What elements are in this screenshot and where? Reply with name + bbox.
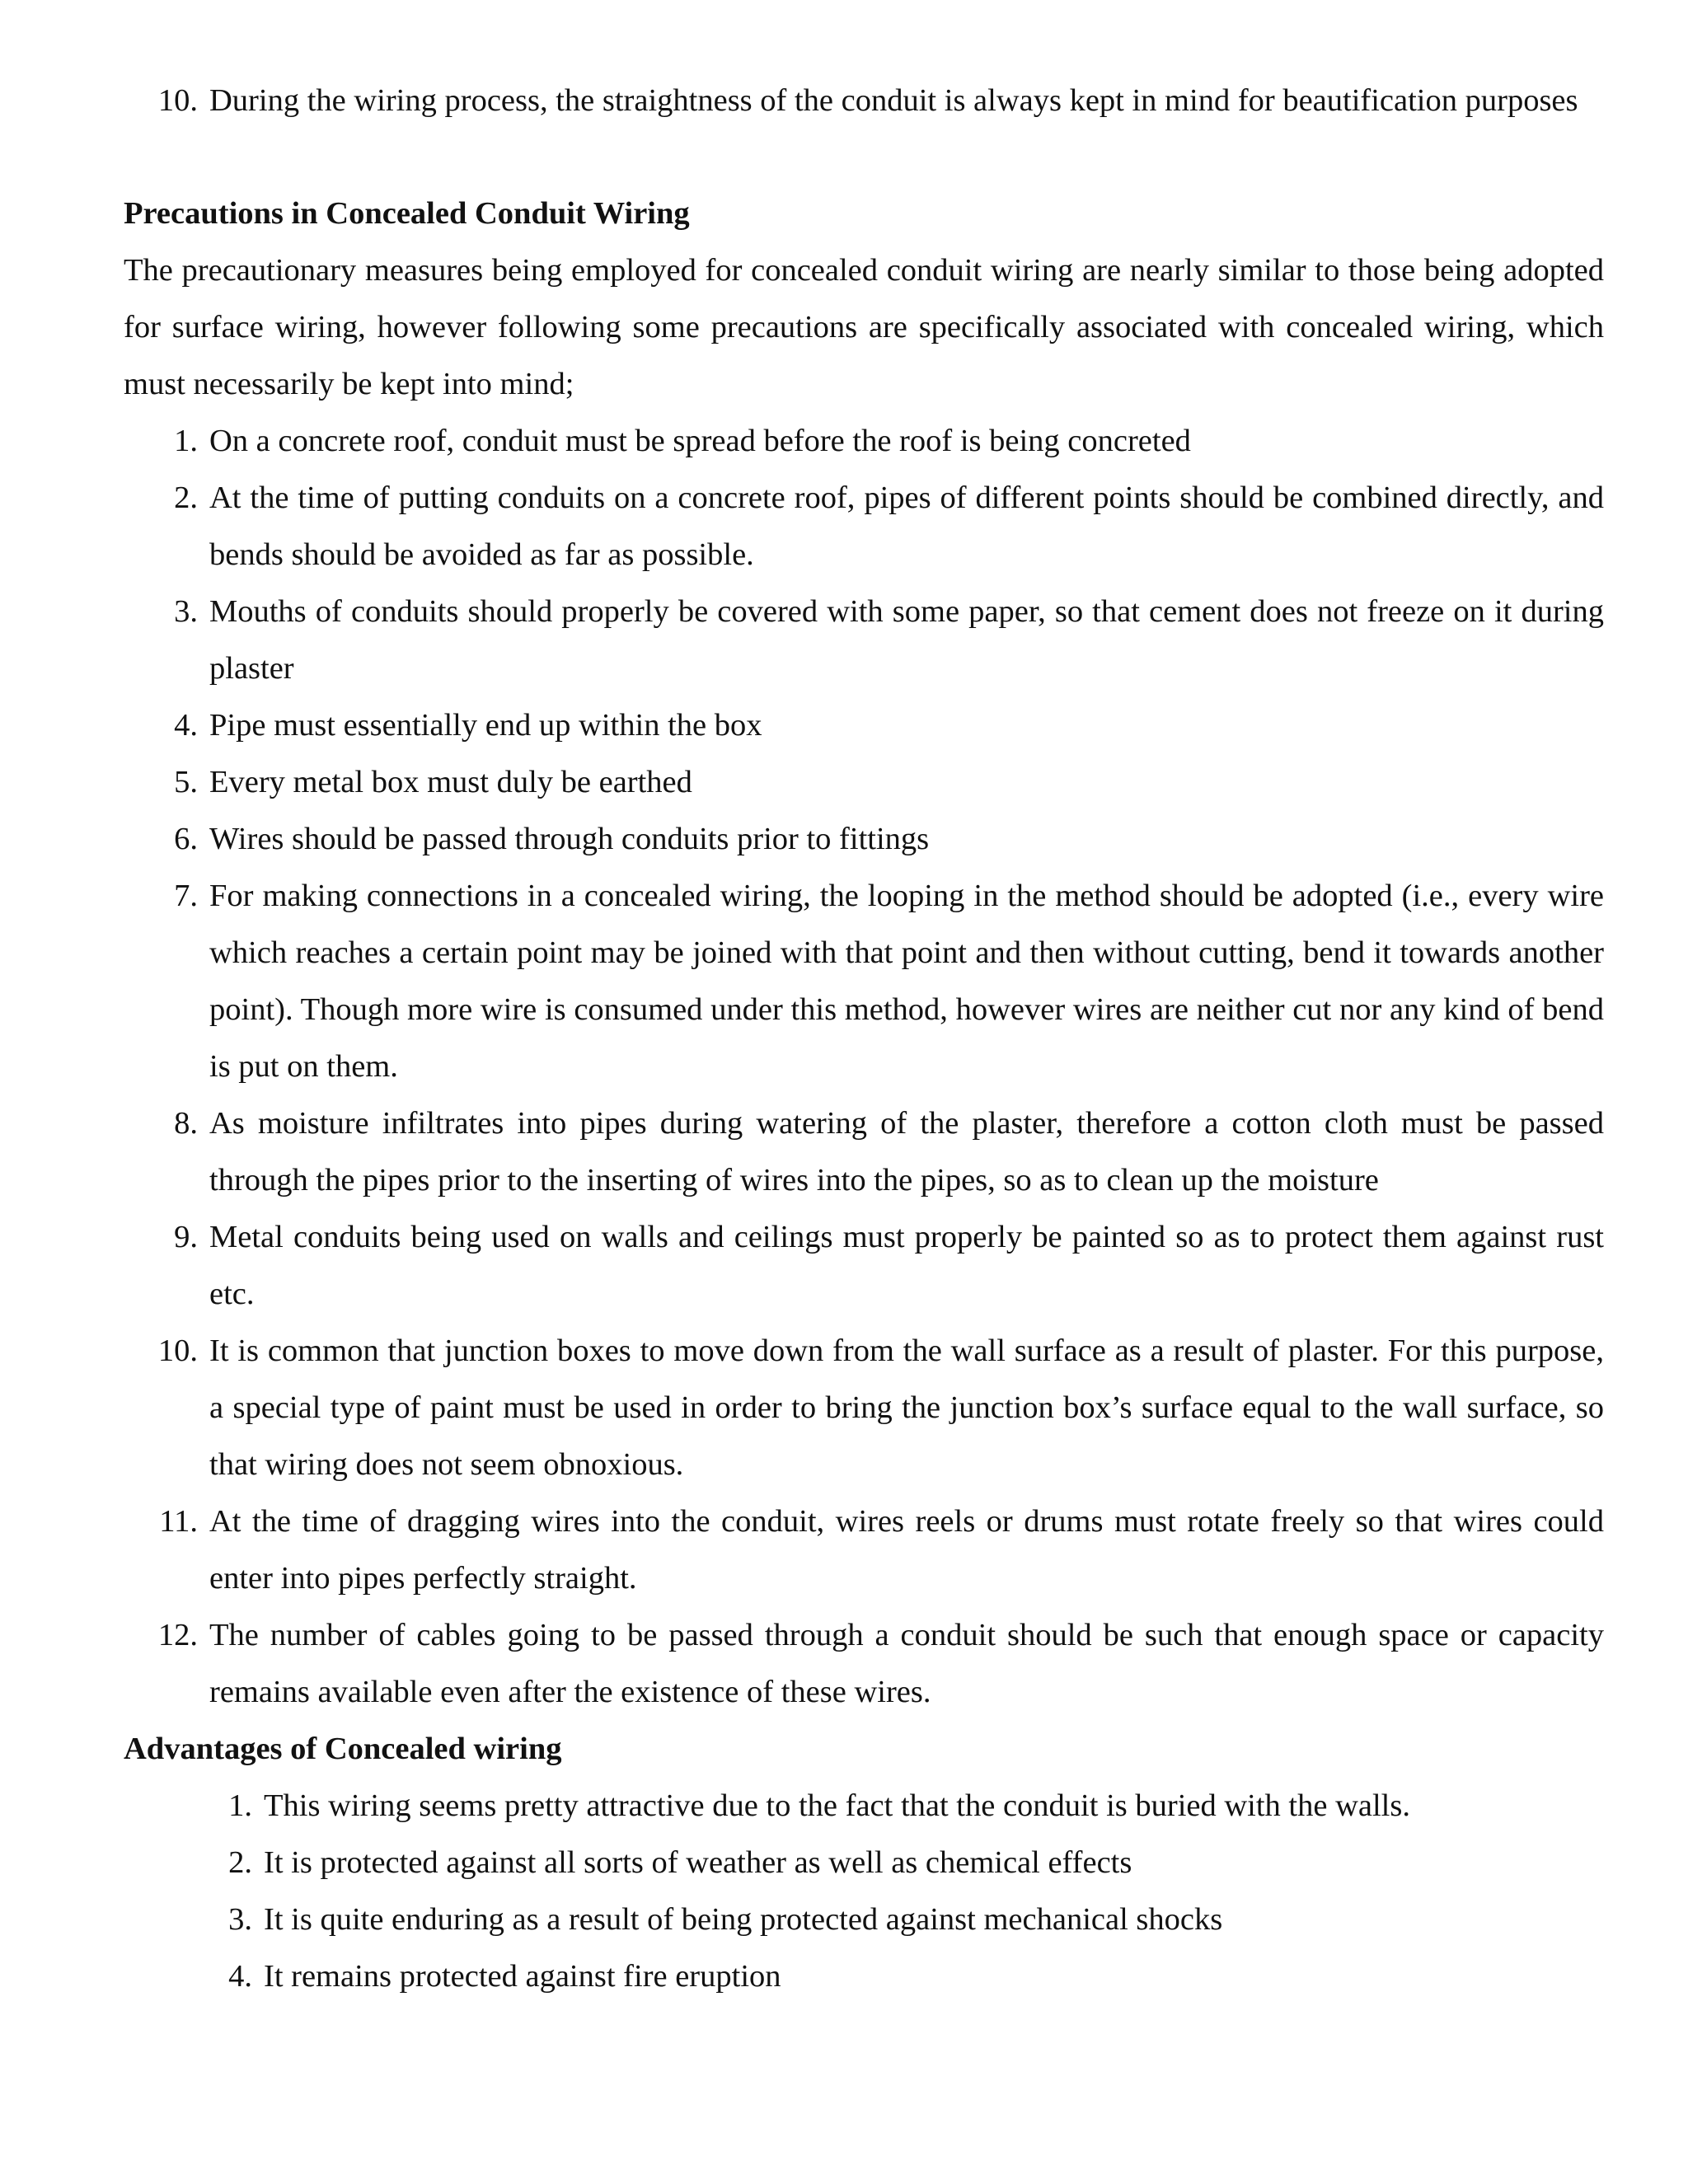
list-item-text: For making connections in a concealed wiring, the looping in the method should be adopted (i.e., every wire which reaches a certain point may be joined with that point and then without cutting, bend it towards another point). Though more wire is consumed under this method, however wires are neither cut nor any kind of bend is put on them. <box>209 879 1604 1084</box>
list-item <box>124 1095 1604 1209</box>
list-item-number: 1. <box>228 1788 252 1823</box>
list-item-number: 1. <box>174 424 198 458</box>
list-item-text: It is protected against all sorts of weather as well as chemical effects <box>264 1845 1132 1880</box>
list-item <box>124 1209 1604 1323</box>
list-item <box>124 1891 1604 1948</box>
list-item-number: 11. <box>159 1504 198 1539</box>
list-item-number: 10. <box>157 83 198 118</box>
list-item-number: 3. <box>228 1902 252 1937</box>
list-item-text: Every metal box must duly be earthed <box>209 765 692 799</box>
list-item-number: 8. <box>174 1106 198 1141</box>
list-item <box>124 583 1604 697</box>
list-item-number: 10. <box>157 1333 198 1368</box>
list-item-text: As moisture infiltrates into pipes during watering of the plaster, therefore a cotton cloth must be passed through the pipes prior to the inserting of wires into the pipes, so as to clean up the moisture <box>209 1106 1604 1197</box>
list-item-text: It is quite enduring as a result of being protected against mechanical shocks <box>264 1902 1223 1937</box>
list-item-number: 6. <box>174 822 198 856</box>
list-item <box>124 1493 1604 1607</box>
list-item <box>124 754 1604 811</box>
list-item-text: At the time of dragging wires into the conduit, wires reels or drums must rotate freely so that wires could enter into pipes perfectly straight. <box>209 1504 1604 1596</box>
list-item-text: Pipe must essentially end up within the box <box>209 708 762 743</box>
list-item-intro <box>124 73 1604 129</box>
list-item-number: 2. <box>174 480 198 515</box>
list-item-number: 7. <box>174 879 198 913</box>
list-item-number: 2. <box>228 1845 252 1880</box>
list-item-number: 4. <box>174 708 198 743</box>
document-page <box>124 73 1604 2005</box>
list-item <box>124 1948 1604 2005</box>
list-item-text: It is common that junction boxes to move down from the wall surface as a result of plaster. For this purpose, a special type of paint must be used in order to bring the junction box’s surface equal to the wall surface, so that wiring does not seem obnoxious. <box>209 1333 1604 1482</box>
list-item-text: On a concrete roof, conduit must be spread before the roof is being concreted <box>209 424 1191 458</box>
list-item <box>124 1607 1604 1721</box>
precautions-heading: Precautions in Concealed Conduit Wiring <box>124 196 690 231</box>
list-item-number: 3. <box>174 594 198 629</box>
list-item <box>124 470 1604 583</box>
list-item-number: 5. <box>174 765 198 799</box>
list-item-text: At the time of putting conduits on a concrete roof, pipes of different points should be combined directly, and bends should be avoided as far as possible. <box>209 480 1604 572</box>
precautions-paragraph: The precautionary measures being employed for concealed conduit wiring are nearly similar to those being adopted for surface wiring, however following some precautions are specifically associated with concealed wiring, which must necessarily be kept into mind; <box>124 253 1604 401</box>
list-item-text: This wiring seems pretty attractive due to the fact that the conduit is buried with the walls. <box>264 1788 1410 1823</box>
list-item-text: The number of cables going to be passed through a conduit should be such that enough space or capacity remains available even after the existence of these wires. <box>209 1618 1604 1709</box>
list-item-text: Metal conduits being used on walls and ceilings must properly be painted so as to protect them against rust etc. <box>209 1220 1604 1311</box>
list-item <box>124 1323 1604 1493</box>
list-item-number: 9. <box>174 1220 198 1254</box>
list-item <box>124 1835 1604 1891</box>
list-item <box>124 1778 1604 1835</box>
list-item-text: During the wiring process, the straightness of the conduit is always kept in mind for beautification purposes <box>209 83 1578 118</box>
list-item-number: 4. <box>228 1959 252 1994</box>
list-item-text: It remains protected against fire eruption <box>264 1959 781 1994</box>
list-item-text: Mouths of conduits should properly be covered with some paper, so that cement does not freeze on it during plaster <box>209 594 1604 686</box>
list-item <box>124 811 1604 868</box>
list-item <box>124 697 1604 754</box>
advantages-heading: Advantages of Concealed wiring <box>124 1732 562 1766</box>
list-item-text: Wires should be passed through conduits prior to fittings <box>209 822 930 856</box>
list-item <box>124 868 1604 1095</box>
list-item <box>124 413 1604 470</box>
precautions-list <box>124 413 1604 1721</box>
advantages-list <box>124 1778 1604 2005</box>
list-item-number: 12. <box>157 1618 198 1652</box>
